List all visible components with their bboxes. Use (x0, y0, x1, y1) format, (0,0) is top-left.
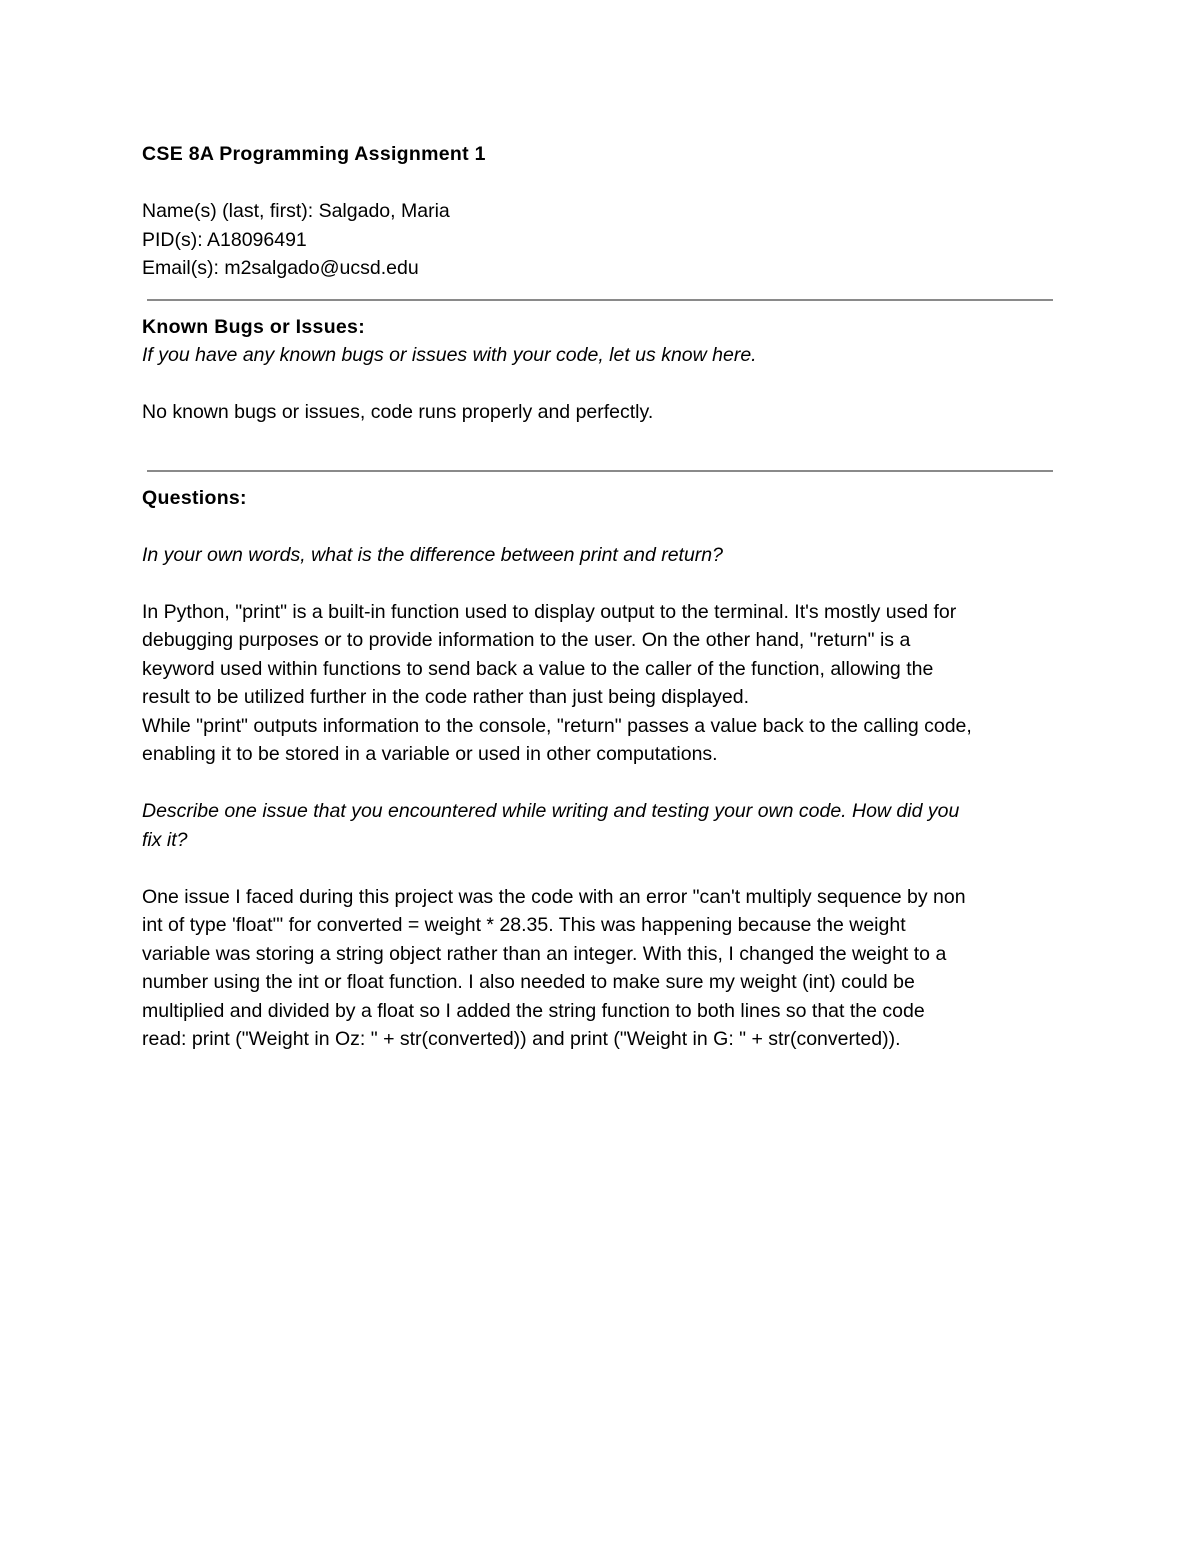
answer-line: number using the int or float function. I also needed to make sure my weight (int) could be (142, 971, 915, 993)
spacer (142, 512, 1072, 541)
bugs-answer: No known bugs or issues, code runs properly and perfectly. (142, 401, 654, 423)
question-1-answer (142, 598, 1072, 769)
spacer (142, 169, 1072, 198)
email-line: Email(s): m2salgado@ucsd.edu (142, 257, 419, 279)
spacer (142, 370, 1072, 399)
answer-line: variable was storing a string object rather than an integer. With this, I changed the weight to a (142, 942, 947, 965)
document-body (142, 140, 1072, 1054)
answer-line: read: print ("Weight in Oz: " + str(converted)) and print ("Weight in G: " + str(converted)). (142, 1028, 901, 1050)
question-2-answer (142, 883, 1072, 1054)
spacer (142, 427, 1072, 470)
spacer (142, 301, 1072, 313)
bugs-heading: Known Bugs or Issues: (142, 315, 365, 338)
spacer (142, 569, 1072, 598)
answer-line: While "print" outputs information to the console, "return" passes a value back to the calling code, (142, 714, 972, 737)
spacer (142, 472, 1072, 484)
question-2-prompt (142, 797, 1072, 854)
answer-line: debugging purposes or to provide information to the user. On the other hand, "return" is a (142, 629, 911, 651)
name-line: Name(s) (last, first): Salgado, Maria (142, 200, 450, 222)
questions-heading: Questions: (142, 486, 247, 509)
question-1-prompt: In your own words, what is the difference between print and return? (142, 543, 723, 566)
answer-line: result to be utilized further in the code rather than just being displayed. (142, 686, 750, 708)
prompt-line: fix it? (142, 828, 188, 851)
answer-line: One issue I faced during this project was the code with an error "can't multiply sequence by non (142, 885, 966, 908)
spacer (142, 283, 1072, 299)
prompt-line: Describe one issue that you encountered while writing and testing your own code. How did you (142, 800, 960, 822)
answer-line: int of type 'float'" for converted = weight * 28.35. This was happening because the weight (142, 914, 906, 936)
document-title: CSE 8A Programming Assignment 1 (142, 143, 486, 165)
answer-line: multiplied and divided by a float so I added the string function to both lines so that the code (142, 999, 925, 1022)
spacer (142, 769, 1072, 798)
answer-line: In Python, "print" is a built-in function used to display output to the terminal. It's mostly used for (142, 600, 957, 623)
answer-line: keyword used within functions to send back a value to the caller of the function, allowing the (142, 657, 934, 680)
spacer (142, 854, 1072, 883)
bugs-prompt: If you have any known bugs or issues with your code, let us know here. (142, 344, 757, 366)
answer-line: enabling it to be stored in a variable or used in other computations. (142, 743, 718, 765)
pid-line: PID(s): A18096491 (142, 228, 307, 251)
